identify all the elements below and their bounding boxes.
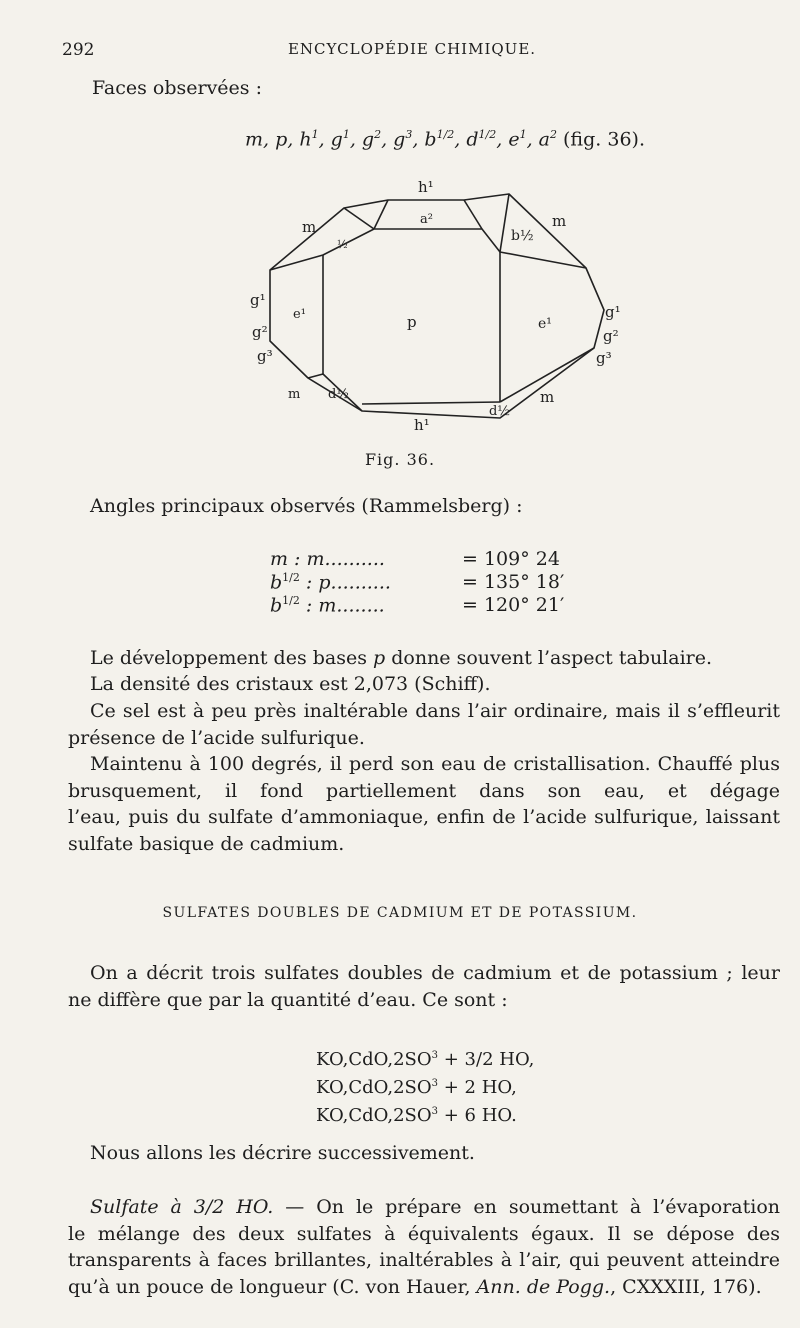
paragraph-section-intro: On a décrit trois sulfates doubles de cadmium et de potassium ; leur ne diffère que par la quantité d’eau. Ce sont :: [68, 962, 780, 1011]
label-m-bottom-left: m: [288, 387, 301, 402]
formula-block: [316, 1044, 534, 1128]
label-g3-left: g³: [257, 347, 273, 365]
angle-row: m : m.......... = 109° 24: [270, 548, 560, 570]
label-g2-left: g²: [252, 323, 268, 341]
label-e1-right: e¹: [538, 316, 552, 332]
formula-line: $KO,CdO,2SO^3 + 3/2$ HO,: [316, 1049, 535, 1070]
paragraph-development: Le développement des bases p donne souvent l’aspect tabulaire.: [90, 647, 713, 669]
paragraph-describe: Nous allons les décrire successivement.: [90, 1142, 475, 1164]
label-d-half-left: d½: [328, 387, 349, 402]
section-title: SULFATES DOUBLES DE CADMIUM ET DE POTASSIUM.: [162, 905, 638, 921]
faces-list: m, p, $h^1$, $g^1$, $g^2$, $g^3$, $b^{1/2}$, $d^{1/2}$, $e^1$, $a^2$ (fig. 36).: [245, 128, 645, 151]
sulfate-title: Sulfate à 3/2 HO.: [90, 1196, 274, 1218]
label-g1-right: g¹: [605, 303, 621, 321]
formula-line: $KO,CdO,2SO^3 + 2$ HO,: [316, 1077, 517, 1098]
paragraph-heating: Maintenu à 100 degrés, il perd son eau de cristallisation. Chauffé plus brusquement, il fond partiellement dans son eau, et dégage l’eau, puis du sulfate d’ammoniaque, enfin de l’acide sulfurique, laissant sulfate basique de cadmium.: [68, 753, 780, 855]
crystal-upper-edge: [270, 229, 586, 270]
paragraph-density: La densité des cristaux est 2,073 (Schiff).: [90, 673, 491, 695]
page-number: 292: [62, 40, 95, 60]
label-g2-right: g²: [603, 327, 619, 345]
label-h1-top: h¹: [418, 178, 434, 196]
label-d-half-right: d½: [489, 404, 510, 419]
formula-line: $KO,CdO,2SO^3 + 6$ HO.: [316, 1105, 517, 1126]
label-m-bottom-right: m: [540, 388, 555, 406]
label-p-face: p: [407, 313, 417, 331]
crystal-figure: [230, 178, 640, 446]
angles-table: [270, 548, 564, 617]
label-e1-left: e¹: [293, 307, 306, 322]
angles-intro: Angles principaux observés (Rammelsberg) :: [90, 495, 523, 517]
label-m-top-right: m: [552, 212, 567, 230]
faces-label: Faces observées :: [92, 77, 262, 99]
figure-caption: Fig. 36.: [364, 450, 436, 469]
angle-row: $b^{1/2}$ : p.......... = 135° 18′: [270, 571, 565, 594]
angle-row: $b^{1/2}$ : m........ = 120° 21′: [270, 594, 565, 617]
label-g3-right: g³: [596, 349, 612, 367]
page-header: [62, 40, 762, 70]
running-title: ENCYCLOPÉDIE CHIMIQUE.: [287, 40, 537, 58]
label-b-half: b½: [511, 228, 534, 244]
journal-ref: Ann. de Pogg.: [476, 1275, 611, 1298]
label-g1-left: g¹: [250, 291, 266, 309]
paragraph-inalterable: Ce sel est à peu près inaltérable dans l’air ordinaire, mais il s’effleurit présence de l’acide sulfurique.: [68, 700, 780, 749]
paragraph-sulfate: Sulfate à 3/2 HO. — On le prépare en soumettant à l’évaporation le mélange des deux sulfates à équivalents égaux. Il se dépose des transparents à faces brillantes, inaltérables à l’air, qui peuvent atteindre qu’à un pouce de longueur (C. von Hauer, Ann. de Pogg., CXXXIII, 176).: [68, 1196, 780, 1298]
label-half-top-left: ½: [337, 238, 348, 251]
label-a2: a²: [420, 212, 433, 227]
label-m-top-left: m: [302, 218, 317, 236]
label-h1-bottom: h¹: [414, 416, 430, 434]
